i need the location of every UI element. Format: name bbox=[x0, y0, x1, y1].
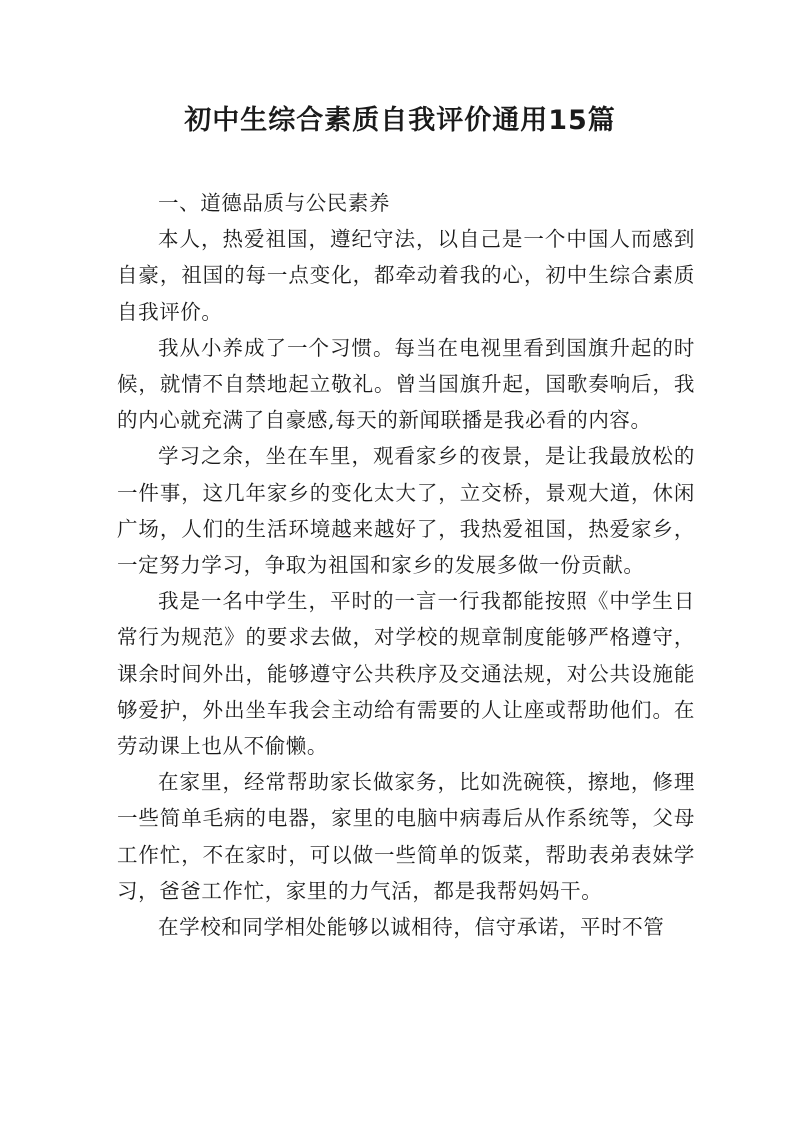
paragraph: 学习之余，坐在车里，观看家乡的夜景，是让我最放松的一件事，这几年家乡的变化太大了，立交桥，景观大道，休闲广场，人们的生活环境越来越好了，我热爱祖国，热爱家乡，一定努力学习，争取为祖国和家乡的发展多做一份贡献。 bbox=[117, 444, 695, 578]
paragraph: 我是一名中学生，平时的一言一行我都能按照《中学生日常行为规范》的要求去做，对学校的规章制度能够严格遵守，课余时间外出，能够遵守公共秩序及交通法规，对公共设施能够爱护，外出坐车我会主动给有需要的人让座或帮助他们。在劳动课上也从不偷懒。 bbox=[117, 589, 695, 759]
document-title: 初中生综合素质自我评价通用15篇 bbox=[184, 105, 616, 136]
paragraph: 我从小养成了一个习惯。每当在电视里看到国旗升起的时候，就情不自禁地起立敬礼。曾当国旗升起，国歌奏响后，我的内心就充满了自豪感,每天的新闻联播是我必看的内容。 bbox=[117, 335, 695, 433]
paragraph: 在学校和同学相处能够以诚相待，信守承诺，平时不管 bbox=[158, 915, 665, 940]
section-heading: 一、道德品质与公民素养 bbox=[158, 191, 391, 215]
document-body bbox=[117, 185, 695, 945]
paragraph: 本人，热爱祖国，遵纪守法，以自己是一个中国人而感到自豪，祖国的每一点变化，都牵动着我的心，初中生综合素质自我评价。 bbox=[117, 227, 695, 324]
paragraph: 在家里，经常帮助家长做家务，比如洗碗筷，擦地，修理一些简单毛病的电器，家里的电脑中病毒后从作系统等，父母工作忙，不在家时，可以做一些简单的饭菜，帮助表弟表妹学习，爸爸工作忙，家里的力气活，都是我帮妈妈干。 bbox=[117, 770, 695, 903]
